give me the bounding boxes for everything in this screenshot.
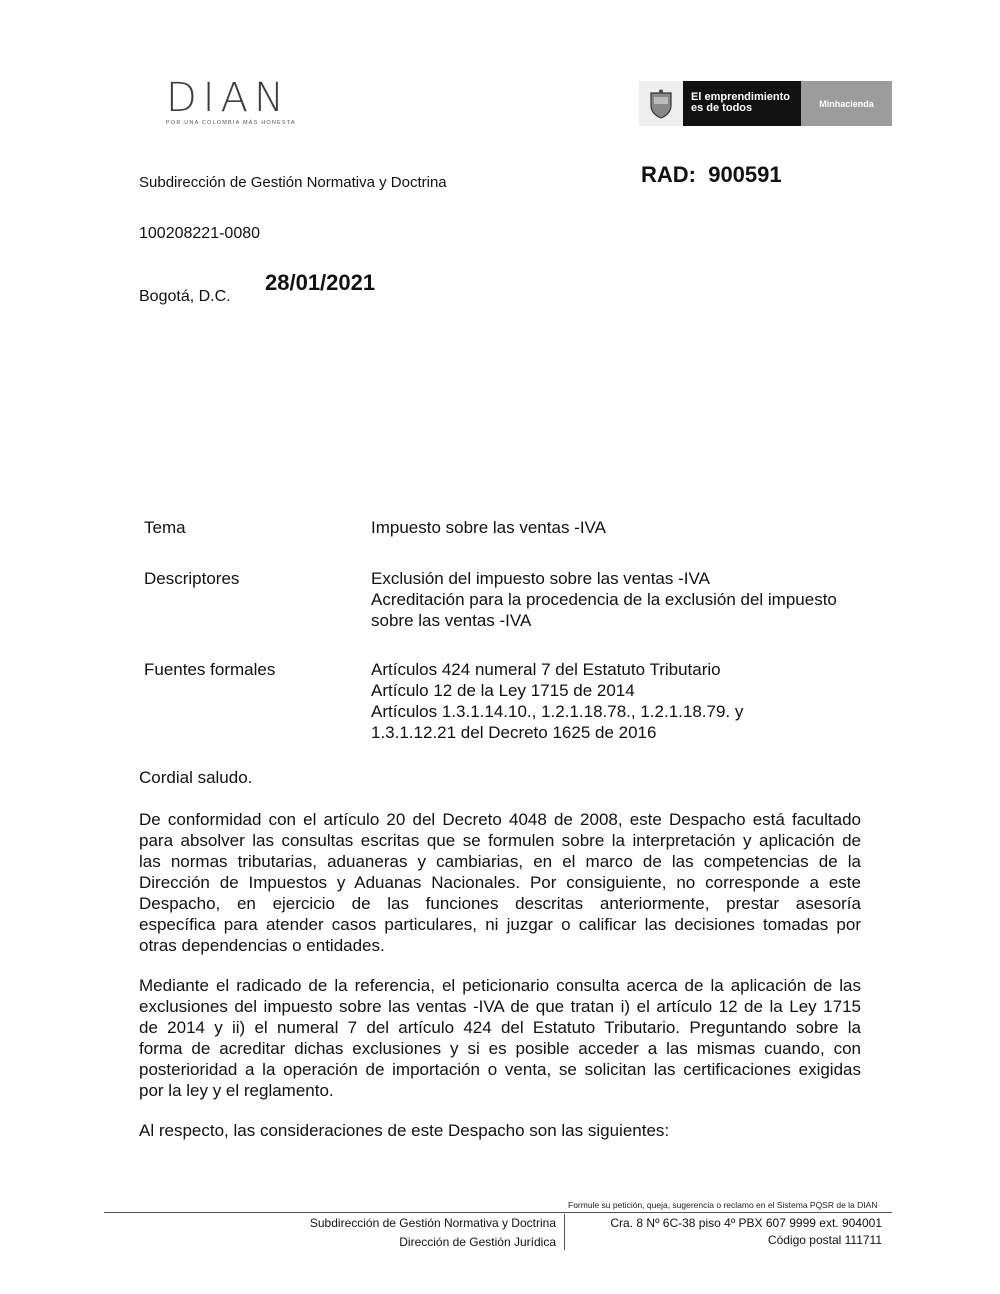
dian-tagline: POR UNA COLOMBIA MÁS HONESTA	[166, 120, 296, 126]
gov-slogan-line2: es de todos	[691, 102, 753, 114]
ministry-name: Minhacienda	[801, 81, 892, 126]
paragraph-line: posterioridad a la operación de importación o venta, se solicitan las certificaciones exigidas	[139, 1060, 861, 1079]
fuente-line: Artículo 12 de la Ley 1715 de 2014	[371, 681, 635, 700]
radicado-number: 100208221-0080	[139, 225, 261, 242]
paragraph-3: Al respecto, las consideraciones de este Despacho son las siguientes:	[139, 1121, 670, 1140]
fuente-line: Artículos 1.3.1.14.10., 1.2.1.18.78., 1.2.1.18.79. y	[371, 702, 744, 721]
descriptor-line: Exclusión del impuesto sobre las ventas -IVA	[371, 569, 710, 588]
city: Bogotá, D.C.	[139, 288, 231, 305]
descriptor-line: sobre las ventas -IVA	[371, 611, 532, 630]
fuentes-label: Fuentes formales	[144, 660, 276, 679]
paragraph-line: exclusiones del impuesto sobre las ventas -IVA de que tratan i) el artículo 12 de la Ley 1715	[139, 997, 861, 1016]
descriptores-label: Descriptores	[144, 569, 240, 588]
gov-slogan	[683, 81, 801, 126]
footer-divider-line	[104, 1212, 892, 1213]
fuente-line: 1.3.1.12.21 del Decreto 1625 de 2016	[371, 723, 657, 742]
descriptor-line: Acreditación para la procedencia de la exclusión del impuesto	[371, 590, 837, 609]
paragraph-line: Dirección de Impuestos y Aduanas Nacionales. Por consiguiente, no corresponde a este	[139, 873, 861, 892]
gov-slogan-line1: El emprendimiento	[691, 91, 791, 103]
rad-number: RAD: 900591	[641, 162, 782, 187]
fuentes-value	[371, 659, 871, 743]
dian-logo	[166, 75, 326, 130]
paragraph-line: para absolver las consultas escritas que se formulen sobre la interpretación y aplicación de	[139, 831, 861, 850]
footer-pqsr-note: Formule su petición, queja, sugerencia o reclamo en el Sistema PQSR de la DIAN	[568, 1200, 878, 1210]
tema-value: Impuesto sobre las ventas -IVA	[371, 518, 606, 537]
subdirection-name: Subdirección de Gestión Normativa y Doctrina	[139, 174, 447, 191]
dian-logo-text: DIAN	[166, 75, 290, 121]
paragraph-line: Mediante el radicado de la referencia, el peticionario consulta acerca de la aplicación de las	[139, 976, 861, 995]
footer-vertical-divider	[564, 1214, 565, 1250]
paragraph-line: específica para atender casos particulares, ni juzgar o calificar las decisiones tomadas por	[139, 915, 861, 934]
greeting: Cordial saludo.	[139, 768, 253, 787]
descriptores-value	[371, 568, 871, 631]
fuente-line: Artículos 424 numeral 7 del Estatuto Tributario	[371, 660, 721, 679]
paragraph-line: por la ley y el reglamento.	[139, 1081, 334, 1100]
document-date: 28/01/2021	[265, 270, 376, 295]
paragraph-1	[139, 809, 861, 956]
government-logo	[639, 81, 892, 126]
footer-subdirection: Subdirección de Gestión Normativa y Doctrina	[309, 1216, 556, 1230]
paragraph-line: forma de acreditar dichas exclusiones y si es posible acceder a las mismas cuando, con	[139, 1039, 861, 1058]
footer-postal-code: Código postal 111711	[767, 1233, 882, 1247]
paragraph-line: Despacho, en ejercicio de las funciones descritas anteriormente, prestar asesoría	[139, 894, 861, 913]
footer-address: Cra. 8 Nº 6C-38 piso 4º PBX 607 9999 ext. 904001	[610, 1216, 882, 1230]
paragraph-line: las normas tributarias, aduaneras y cambiarias, en el marco de las competencias de la	[139, 852, 861, 871]
coat-of-arms-icon	[639, 81, 683, 126]
paragraph-line: De conformidad con el artículo 20 del Decreto 4048 de 2008, este Despacho está facultado	[139, 810, 861, 829]
paragraph-2	[139, 975, 861, 1101]
tema-label: Tema	[144, 518, 186, 537]
paragraph-line: otras dependencias o entidades.	[139, 936, 385, 955]
paragraph-line: de 2014 y ii) el numeral 7 del artículo 424 del Estatuto Tributario. Preguntando sobre la	[139, 1018, 861, 1037]
footer-direction: Dirección de Gestión Jurídica	[399, 1235, 556, 1249]
